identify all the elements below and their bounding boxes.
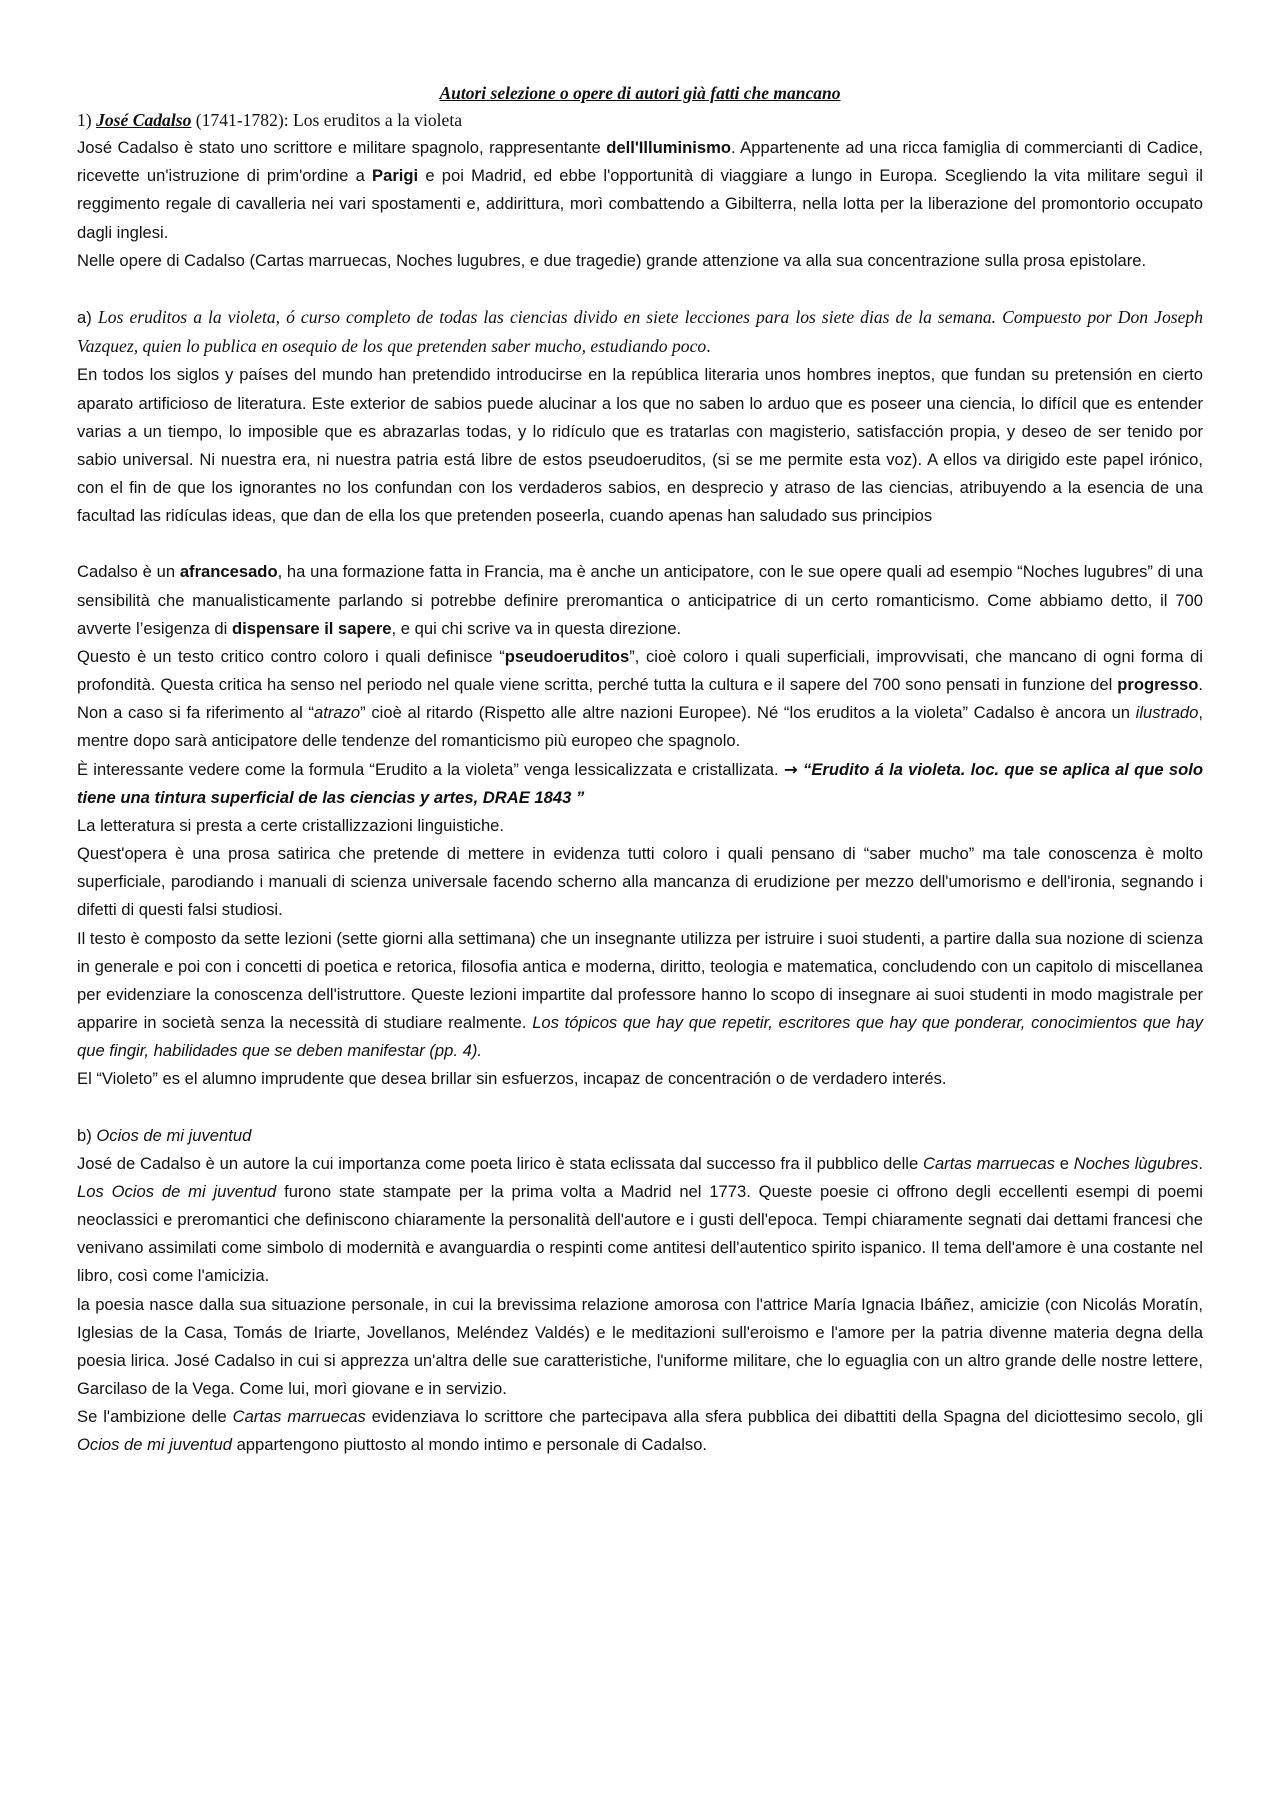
text-run: . xyxy=(706,336,711,357)
section-b-paragraph-2: la poesia nasce dalla sua situazione personale, in cui la brevissima relazione amorosa con l'attrice María Ignacia Ibáñez, amicizie (con Nicolás Moratín, Iglesias de la Casa, Tomás de Iriarte, Jovellanos, Meléndez Valdés) e le meditazioni sull'eroismo e l'amore per la patria divenne materia degna della poesia lirica. José Cadalso in cui si apprezza un'altra delle sue caratteristiche, l'uniforme militare, che lo eguaglia con un altro grande delle nostre lettere, Garcilaso de la Vega. Come lui, morì giovane e in servizio. xyxy=(77,1294,1203,1398)
analysis-paragraph-3 xyxy=(77,756,1203,812)
text-run: appartengono piuttosto al mondo intimo e personale di Cadalso. xyxy=(231,1435,708,1455)
text-run: Se l'ambizione delle xyxy=(77,1407,233,1427)
bold-run: afrancesado xyxy=(179,562,278,582)
text-run: José Cadalso è stato uno scrittore e militare spagnolo, rappresentante xyxy=(77,138,607,158)
italic-run: Los Ocios de mi juventud xyxy=(77,1181,277,1201)
text-run: , e qui chi scrive va in questa direzione. xyxy=(391,618,682,638)
author-heading xyxy=(77,106,1203,134)
section-a-heading xyxy=(77,303,1203,361)
dictionary-definition: “Erudito á la violeta. loc. que se aplica al que solo tiene una tintura superficial de las ciencias y artes, DRAE 1843 ” xyxy=(77,759,1203,807)
text-run: . Appartenente ad una ricca famiglia di commercianti di Cadice, ricevette un'istruzione di prim'ordine a xyxy=(77,138,1204,186)
text-run: ” cioè al ritardo (Rispetto alle altre nazioni Europee). Né “los eruditos a la violeta” Cadalso è ancora un xyxy=(360,703,1136,723)
italic-run: atrazo xyxy=(314,703,361,723)
text-run: Questo è un testo critico contro coloro i quali definisce “ xyxy=(77,646,505,666)
text-run: Cadalso è un xyxy=(77,562,180,582)
italic-run: Cartas marruecas xyxy=(232,1407,366,1427)
section-b-heading xyxy=(77,1122,1203,1150)
text-run: e poi Madrid, ed ebbe l'opportunità di viaggiare a lungo in Europa. Scegliendo la vita militare seguì il reggimento regale di cavalleria nei vari spostamenti e, addirittura, morì combattendo a Gibilterra, nella lotta per la liberazione del promontorio occupato dagli inglesi. xyxy=(77,166,1203,242)
italic-run: Los tópicos que hay que repetir, escritores que hay que ponderar, conocimientos que hay que fingir, habilidades que se deben manifestar (pp. 4). xyxy=(77,1012,1203,1061)
text-run: ”, cioè coloro i quali superficiali, improvvisati, che mancano di ogni forma di profondità. Questa critica ha senso nel periodo nel quale viene scritta, perché tutta la cultura e il sapere del 700 sono pensati in funzione del xyxy=(77,646,1203,695)
page-title: Autori selezione o opere di autori già fatti che mancano xyxy=(439,83,841,103)
blank-line xyxy=(77,1093,1203,1121)
text-run: Il testo è composto da sette lezioni (sette giorni alla settimana) che un insegnante utilizza per istruire i suoi studenti, a partire dalla sua nozione di scienza in generale e poi con i concetti di poetica e retorica, filosofia antica e moderna, diritto, teologia e matematica, concludendo con un capitolo di miscellanea per evidenziare la conoscenza dell'istruttore. Queste lezioni impartite dal professore hanno lo scopo di insegnare ai suoi studenti in modo magistrale per apparire in società senza la necessità di studiare realmente. xyxy=(77,928,1203,1032)
bold-run: progresso xyxy=(1117,675,1199,695)
bold-run: dell'Illuminismo xyxy=(606,138,731,158)
bold-run: Parigi xyxy=(372,166,419,186)
italic-run: ilustrado xyxy=(1135,703,1199,723)
analysis-paragraph-4: La letteratura si presta a certe cristallizzazioni linguistiche. xyxy=(77,815,505,835)
section-b-paragraph-3 xyxy=(77,1403,1203,1459)
italic-run: Cartas marruecas xyxy=(922,1153,1055,1173)
analysis-paragraph-2 xyxy=(77,643,1203,756)
text-run: José de Cadalso è un autore la cui importanza come poeta lirico è stata eclissata dal successo fra il pubblico delle xyxy=(77,1153,923,1173)
bold-run: pseudoeruditos xyxy=(504,646,630,666)
text-run: È interessante vedere come la formula “Erudito a la violeta” venga lessicalizzata e cristallizata. xyxy=(77,759,784,779)
author-name: José Cadalso xyxy=(96,110,192,130)
bold-run: dispensare il sapere xyxy=(231,618,392,638)
section-b-title: Ocios de mi juventud xyxy=(96,1125,252,1145)
author-dates: (1741-1782): Los eruditos a la violeta xyxy=(191,110,463,130)
blank-line xyxy=(77,275,1203,303)
italic-run: Ocios de mi juventud xyxy=(77,1435,232,1455)
analysis-paragraph-5: Quest'opera è una prosa satirica che pretende di mettere in evidenza tutti coloro i quali pensano di “saber mucho” ma tale conoscenza è molto superficiale, parodiando i manuali di scienza universale facendo scherno alla mancanza di erudizione per mezzo dell'umorismo e dell'ironia, segnando i difetti di questi falsi studiosi. xyxy=(77,844,1203,920)
section-a-quote: En todos los siglos y países del mundo han pretendido introducirse en la república literaria unos hombres ineptos, que fundan su pretensión en cierto aparato artificioso de literatura. Este exterior de sabios puede alucinar a los que no saben lo arduo que es poseer una ciencia, lo difícil que es entender varias a un tiempo, lo imposible que es abrazarlas todas, y lo ridículo que es tratarlas con magisterio, satisfacción propia, y deseo de ser tenido por sabio universal. Ni nuestra era, ni nuestra patria está libre de estos pseudoeruditos, (si se me permite esta voz). A ellos va dirigido este papel irónico, con el fin de que los ignorantes no los confundan con los verdaderos sabios, en desprecio y atraso de las ciencias, atribuyendo a la esencia de una facultad las ridículas ideas, que dan de ella los que pretenden poseerla, cuando apenas han saludado sus principios xyxy=(77,365,1203,526)
section-b-label: b) xyxy=(77,1125,97,1145)
section-a-title: Los eruditos a la violeta, ó curso completo de todas las ciencias divido en siete lecciones para los siete dias de la semana. Compuesto por Don Joseph Vazquez, quien lo publica en osequio de los que pretenden saber mucho, estudiando poco xyxy=(77,307,1203,357)
text-run: furono state stampate per la prima volta a Madrid nel 1773. Queste poesie ci offrono degli eccellenti esempi di poemi neoclassici e preromantici che definiscono chiaramente la personalità dell'autore e i gusti dell'epoca. Tempi chiaramente segnati dai dettami francesi che venivano assimilati come simbolo di modernità e avanguardia o respinti come antitesi dell'autentico spirito ispanico. Il tema dell'amore è una costante nel libro, così come l'amicizia. xyxy=(77,1181,1203,1286)
analysis-paragraph-6 xyxy=(77,925,1203,1066)
text-run: , mentre dopo sarà anticipatore delle tendenze del romanticismo più europeo che spagnolo. xyxy=(77,703,1204,751)
text-run: . Non a caso si fa riferimento al “ xyxy=(77,675,1203,723)
intro-paragraph-1 xyxy=(77,134,1203,247)
analysis-paragraph-7: El “Violeto” es el alumno imprudente que desea brillar sin esfuerzos, incapaz de concentración o de verdadero interés. xyxy=(77,1069,947,1089)
arrow-right-icon: → xyxy=(783,759,798,779)
text-run: evidenziava lo scrittore che partecipava alla sfera pubblica dei dibattiti della Spagna del diciottesimo secolo, gli xyxy=(365,1407,1203,1427)
section-a-label: a) xyxy=(77,308,99,328)
heading-number: 1) xyxy=(77,110,97,130)
section-b-paragraph-1 xyxy=(77,1150,1203,1291)
italic-run: Noches lùgubres xyxy=(1073,1153,1199,1173)
intro-paragraph-2: Nelle opere di Cadalso (Cartas marruecas, Noches lugubres, e due tragedie) grande attenzione va alla sua concentrazione sulla prosa epistolare. xyxy=(77,250,1147,270)
analysis-paragraph-1 xyxy=(77,558,1203,642)
text-run: e xyxy=(1054,1153,1074,1173)
text-run: . xyxy=(1198,1153,1204,1173)
text-run: , ha una formazione fatta in Francia, ma è anche un anticipatore, con le sue opere quali ad esempio “Noches lugubres” di una sensibilità che manualisticamente parlando si potrebbe definire preromantica o anticipatrice di un certo romanticismo. Come abbiamo detto, il 700 avverte l’esigenza di xyxy=(77,562,1203,638)
blank-line xyxy=(77,530,1203,558)
